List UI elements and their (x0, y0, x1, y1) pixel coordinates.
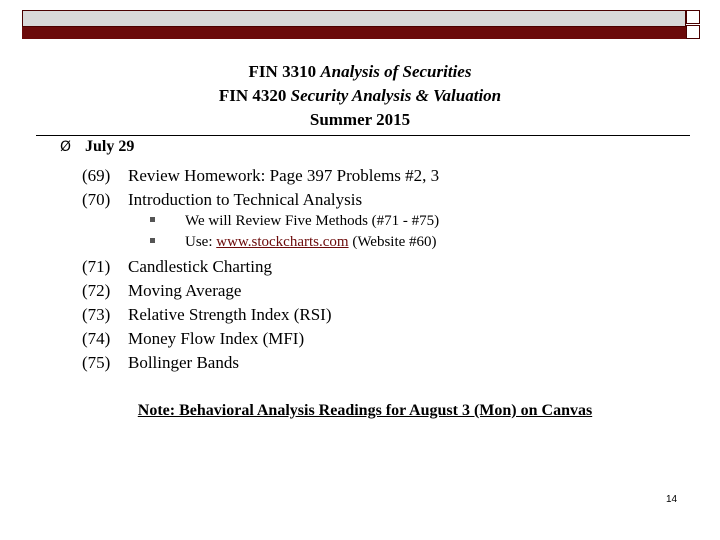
sub-bullet-item (150, 213, 439, 230)
item-number: (71) (82, 257, 111, 276)
date-text: July 29 (85, 138, 135, 155)
item-number: (69) (82, 166, 111, 185)
item-number: (72) (82, 281, 111, 300)
list-item (82, 329, 304, 349)
list-item (82, 166, 439, 186)
sub-item-suffix: (Website #60) (348, 234, 437, 250)
course-code-1: FIN 3310 (248, 62, 321, 81)
readings-note: Note: Behavioral Analysis Readings for August 3 (Mon) on Canvas (137, 402, 593, 419)
term-label: Summer 2015 (309, 110, 411, 129)
item-text: Moving Average (128, 281, 242, 300)
list-item (82, 190, 362, 210)
item-text: Review Homework: Page 397 Problems #2, 3 (128, 166, 440, 185)
list-item (82, 353, 239, 373)
course-name-1: Analysis of Securities (320, 62, 472, 81)
square-bullet-icon (150, 217, 155, 222)
corner-box-bottom (686, 25, 700, 39)
course-code-2: FIN 4320 (218, 86, 291, 105)
item-text: Candlestick Charting (128, 257, 273, 276)
stockcharts-link[interactable]: www.stockcharts.com (216, 234, 349, 250)
page-number: 14 (666, 494, 678, 505)
item-number: (74) (82, 329, 111, 348)
item-text: Introduction to Technical Analysis (128, 190, 363, 209)
item-text: Relative Strength Index (RSI) (128, 305, 332, 324)
header-divider (36, 135, 690, 136)
item-text: Money Flow Index (MFI) (128, 329, 305, 348)
arrow-bullet-icon: Ø (60, 139, 72, 155)
sub-item-text: We will Review Five Methods (#71 - #75) (185, 213, 440, 229)
date-heading (60, 138, 134, 156)
item-number: (70) (82, 190, 111, 209)
course-title-1 (0, 62, 720, 82)
course-title-2 (0, 86, 720, 106)
item-number: (73) (82, 305, 111, 324)
list-item (82, 257, 272, 277)
sub-item-prefix: Use: (185, 234, 217, 250)
top-decorative-bar (22, 10, 686, 27)
list-item (82, 281, 241, 301)
square-bullet-icon (150, 238, 155, 243)
item-number: (75) (82, 353, 111, 372)
corner-box-top (686, 10, 700, 24)
list-item (82, 305, 332, 325)
top-accent-stripe (22, 27, 686, 39)
course-name-2: Security Analysis & Valuation (290, 86, 502, 105)
sub-bullet-item (150, 234, 437, 251)
item-text: Bollinger Bands (128, 353, 239, 372)
